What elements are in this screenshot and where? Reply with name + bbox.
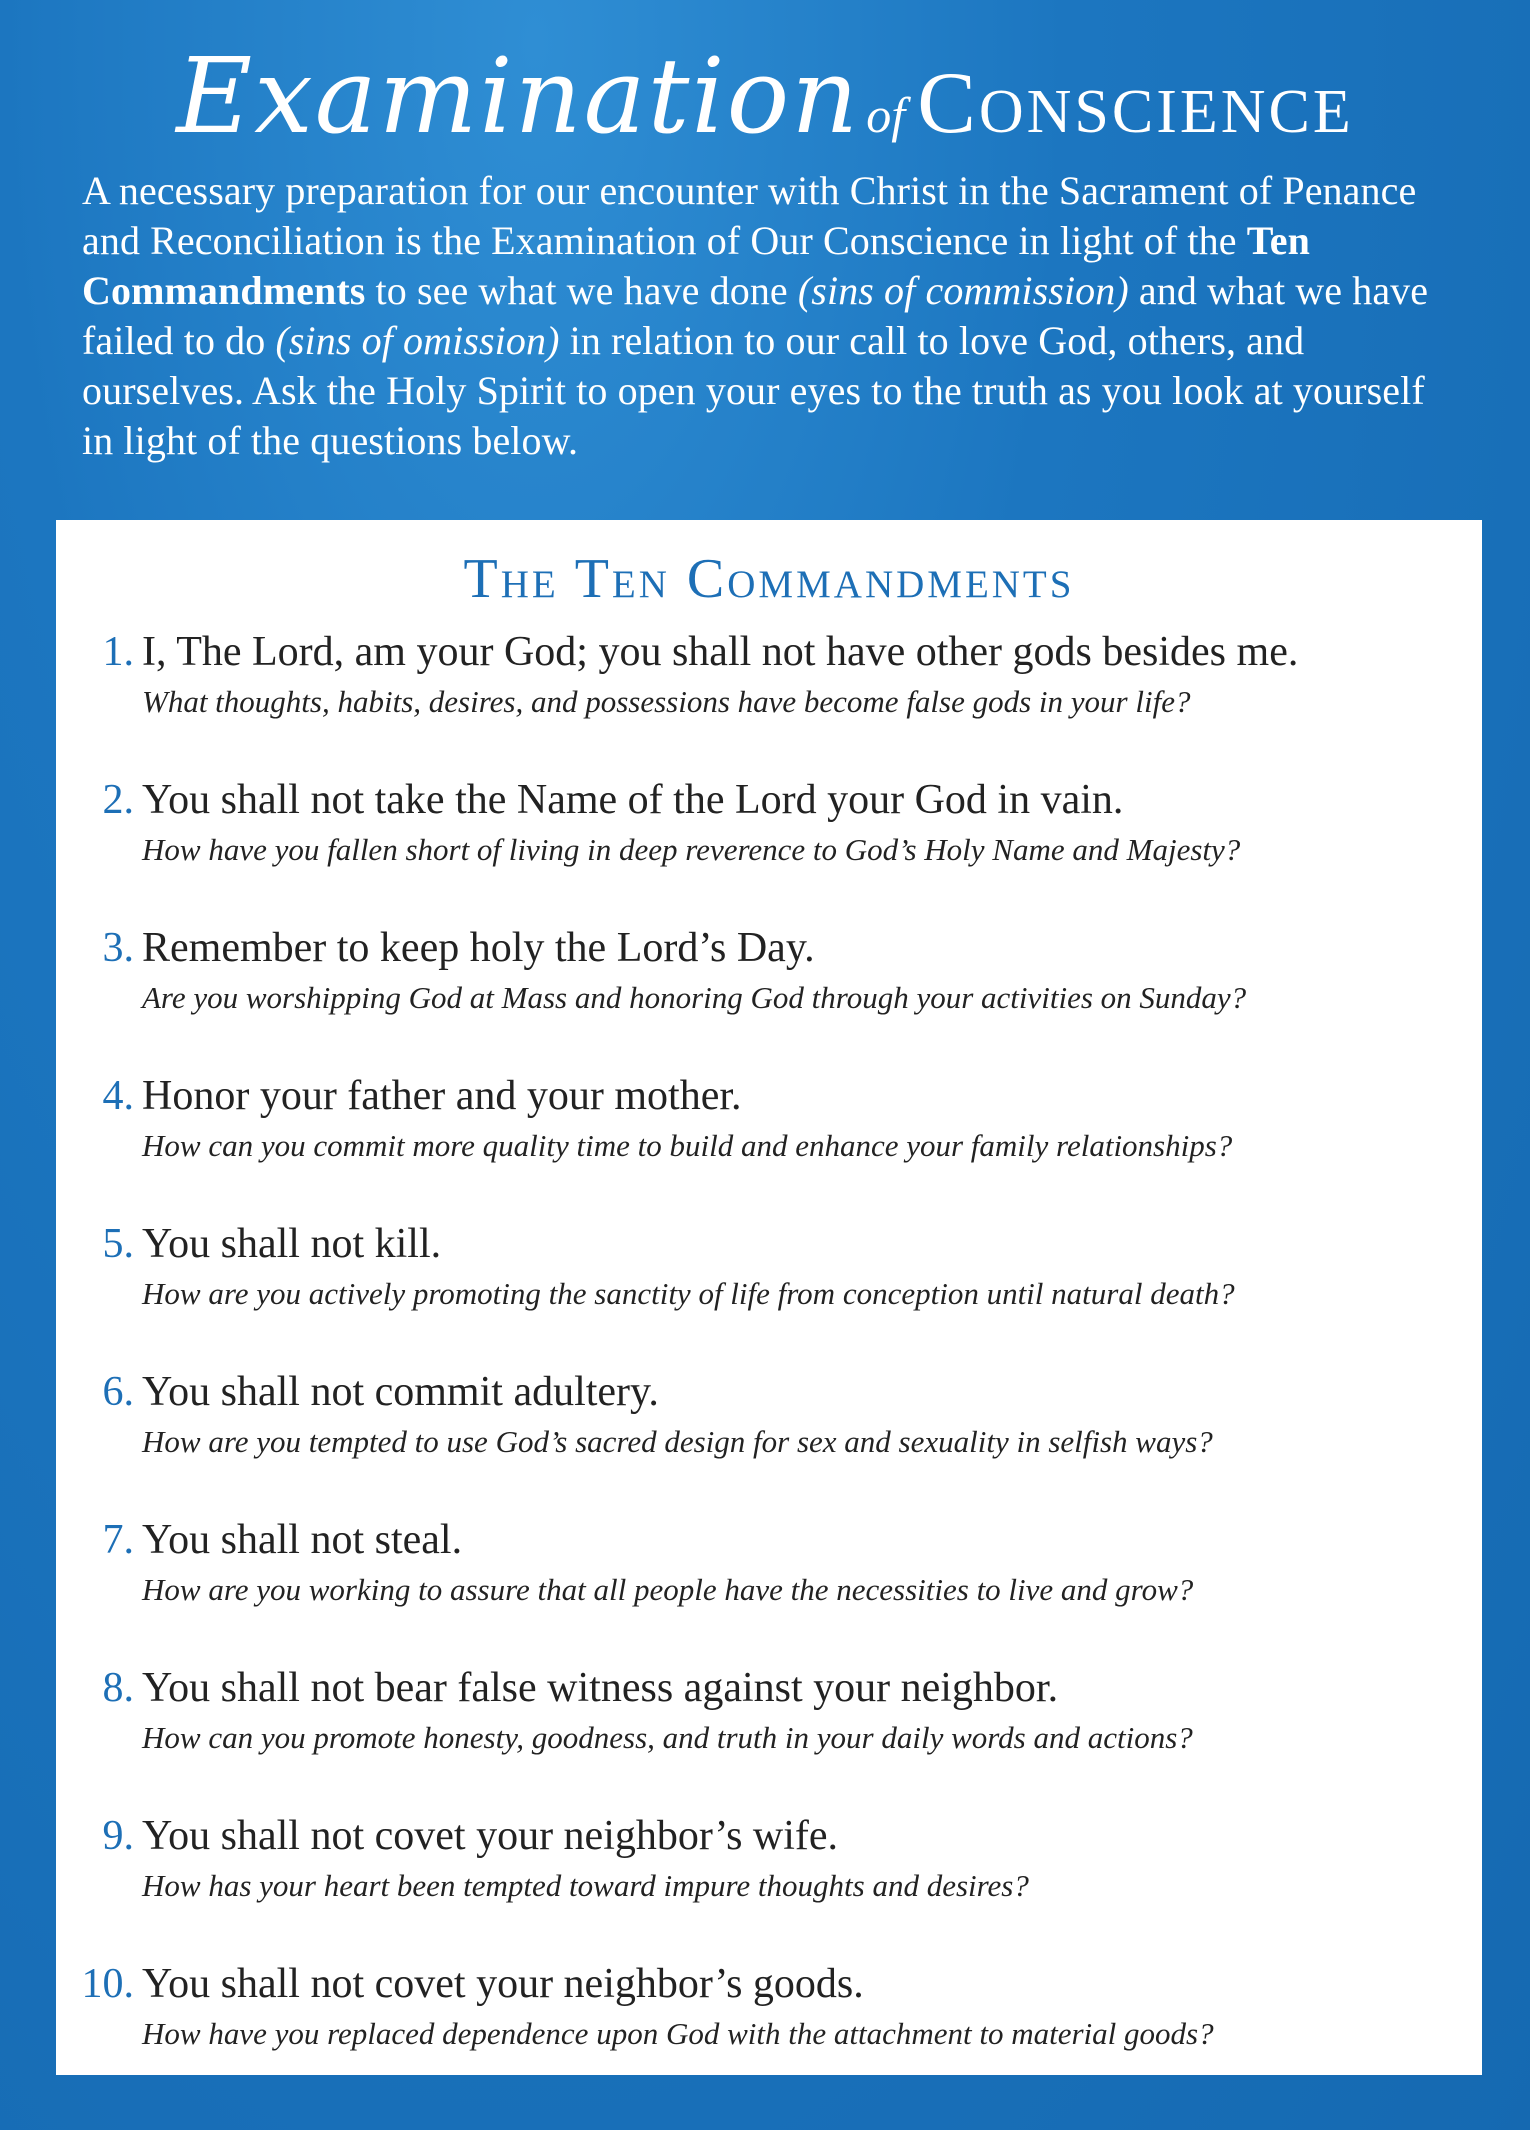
- examination-question: How can you promote honesty, goodness, and truth in your daily words and actions?: [142, 1720, 1193, 1755]
- commandment-item-6: [56, 1364, 1482, 1512]
- commandment-text: You shall not kill.: [142, 1221, 442, 1267]
- intro-bold-ten-commandments: Ten Commandments: [82, 218, 1311, 313]
- commandments-panel: [56, 520, 1482, 2075]
- commandment-text: You shall not covet your neighbor’s goods.: [142, 1961, 864, 2007]
- commandment-text: Honor your father and your mother.: [142, 1073, 742, 1119]
- title-of-word: of: [866, 87, 906, 143]
- intro-italic-omission: (sins of omission): [275, 318, 560, 363]
- examination-question: How are you working to assure that all people have the necessities to live and grow?: [142, 1572, 1194, 1607]
- commandments-heading: The Ten Commandments: [463, 548, 1075, 610]
- commandment-number: 8.: [102, 1665, 134, 1711]
- commandment-number: 7.: [102, 1517, 134, 1563]
- examination-question: How has your heart been tempted toward impure thoughts and desires?: [142, 1868, 1029, 1903]
- commandment-number: 3.: [102, 925, 134, 971]
- commandment-number: 9.: [102, 1813, 134, 1859]
- commandment-item-1: [56, 624, 1482, 772]
- title-caps-word: Conscience: [917, 55, 1354, 152]
- commandment-text: Remember to keep holy the Lord’s Day.: [142, 925, 815, 971]
- commandment-text: You shall not covet your neighbor’s wife.: [142, 1813, 839, 1859]
- intro-text-2: to see what we have done: [365, 268, 798, 313]
- intro-text-4: in relation to our call to love God, others, and ourselves. Ask the Holy Spirit to open your eyes to the truth as you look at yourself in light of the questions below.: [82, 318, 1425, 463]
- examination-question: How are you actively promoting the sanctity of life from conception until natural death?: [142, 1276, 1235, 1311]
- title-script-word: Examination: [176, 35, 861, 157]
- commandment-item-2: [56, 772, 1482, 920]
- commandment-text: You shall not steal.: [142, 1517, 463, 1563]
- page-title: [0, 35, 1530, 157]
- commandment-number: 10.: [81, 1961, 134, 2007]
- commandment-number: 6.: [102, 1369, 134, 1415]
- commandment-number: 1.: [102, 629, 134, 675]
- commandment-item-3: [56, 920, 1482, 1068]
- commandment-item-9: [56, 1808, 1482, 1956]
- commandment-item-8: [56, 1660, 1482, 1808]
- intro-text-3: and what we have failed to do: [82, 268, 1429, 363]
- commandment-text: I, The Lord, am your God; you shall not have other gods besides me.: [142, 629, 1299, 675]
- commandments-list: [56, 624, 1482, 2104]
- commandment-number: 5.: [102, 1221, 134, 1267]
- commandment-number: 4.: [102, 1073, 134, 1119]
- examination-question: What thoughts, habits, desires, and possessions have become false gods in your life?: [142, 684, 1191, 719]
- commandment-item-7: [56, 1512, 1482, 1660]
- examination-question: How have you replaced dependence upon God with the attachment to material goods?: [142, 2016, 1214, 2051]
- commandment-text: You shall not bear false witness against your neighbor.: [142, 1665, 1059, 1711]
- commandment-text: You shall not take the Name of the Lord your God in vain.: [142, 777, 1124, 823]
- examination-question: Are you worshipping God at Mass and honoring God through your activities on Sunday?: [142, 980, 1247, 1015]
- examination-question: How can you commit more quality time to build and enhance your family relationships?: [142, 1128, 1233, 1163]
- commandment-item-5: [56, 1216, 1482, 1364]
- intro-paragraph: [82, 166, 1462, 466]
- commandment-number: 2.: [102, 777, 134, 823]
- examination-question: How have you fallen short of living in deep reverence to God’s Holy Name and Majesty?: [142, 832, 1241, 867]
- commandment-item-4: [56, 1068, 1482, 1216]
- intro-italic-commission: (sins of commission): [797, 268, 1129, 313]
- intro-text-1: A necessary preparation for our encounter with Christ in the Sacrament of Penance and Reconciliation is the Examination of Our Conscience in light of the: [82, 168, 1417, 263]
- examination-question: How are you tempted to use God’s sacred design for sex and sexuality in selfish ways?: [142, 1424, 1213, 1459]
- commandment-item-10: [56, 1956, 1482, 2104]
- commandment-text: You shall not commit adultery.: [142, 1369, 659, 1415]
